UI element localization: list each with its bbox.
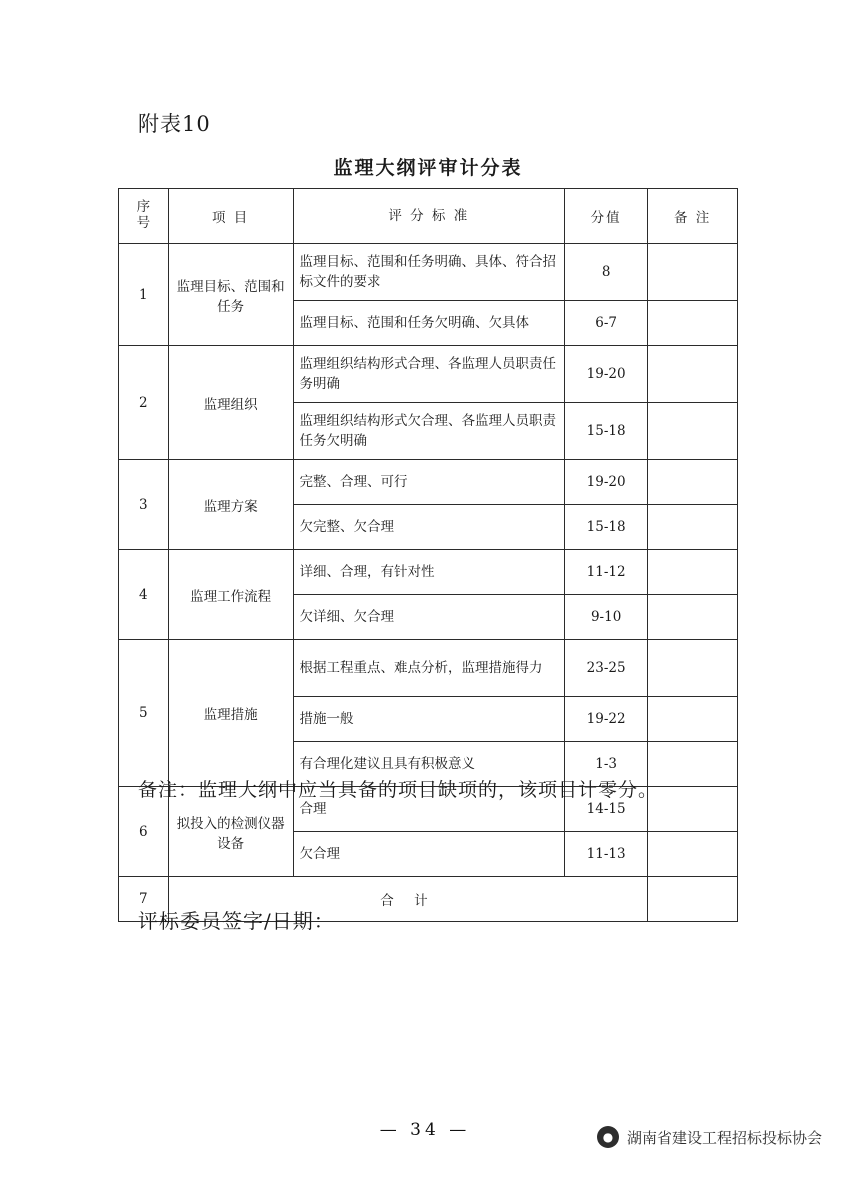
row-item: 监理组织 xyxy=(168,346,293,460)
row-serial: 1 xyxy=(119,244,169,346)
signature-line: 评标委员签字/日期： xyxy=(138,909,335,933)
header-item: 项 目 xyxy=(168,189,293,244)
row-standard: 监理组织结构形式合理、各监理人员职责任务明确 xyxy=(293,346,564,403)
row-note xyxy=(648,640,738,697)
row-serial: 2 xyxy=(119,346,169,460)
attachment-label: 附表10 xyxy=(138,112,211,136)
header-score: 分值 xyxy=(565,189,648,244)
row-standard: 监理组织结构形式欠合理、各监理人员职责任务欠明确 xyxy=(293,403,564,460)
row-item: 监理措施 xyxy=(168,640,293,787)
page-title: 监理大纲评审计分表 xyxy=(333,157,523,179)
row-item: 监理方案 xyxy=(168,460,293,550)
total-label: 合 计 xyxy=(168,877,648,922)
row-note xyxy=(648,403,738,460)
row-score: 19-20 xyxy=(565,346,648,403)
row-note xyxy=(648,742,738,787)
row-standard: 监理目标、范围和任务欠明确、欠具体 xyxy=(293,301,564,346)
row-standard: 监理目标、范围和任务明确、具体、符合招标文件的要求 xyxy=(293,244,564,301)
table-row xyxy=(119,460,738,505)
row-item: 拟投入的检测仪器设备 xyxy=(168,787,293,877)
row-standard: 完整、合理、可行 xyxy=(293,460,564,505)
row-serial: 4 xyxy=(119,550,169,640)
row-standard: 合理 xyxy=(293,787,564,832)
table-header xyxy=(119,189,738,244)
wechat-logo-icon: ● xyxy=(597,1126,619,1148)
row-score: 11-12 xyxy=(565,550,648,595)
score-table xyxy=(118,188,738,922)
row-note xyxy=(648,346,738,403)
row-score: 19-22 xyxy=(565,697,648,742)
row-standard: 欠合理 xyxy=(293,832,564,877)
row-standard: 欠完整、欠合理 xyxy=(293,505,564,550)
row-score: 15-18 xyxy=(565,403,648,460)
row-score: 11-13 xyxy=(565,832,648,877)
table-row xyxy=(119,640,738,697)
row-score: 1-3 xyxy=(565,742,648,787)
table-body xyxy=(119,244,738,922)
remark-text: 备注：监理大纲中应当具备的项目缺项的，该项目计零分。 xyxy=(138,779,659,801)
row-standard: 欠详细、欠合理 xyxy=(293,595,564,640)
header-serial-no xyxy=(119,189,169,244)
header-note: 备 注 xyxy=(648,189,738,244)
row-item: 监理目标、范围和任务 xyxy=(168,244,293,346)
header-standard: 评 分 标 准 xyxy=(293,189,564,244)
header-serial-line1: 序 xyxy=(136,199,151,216)
row-serial: 6 xyxy=(119,787,169,877)
row-note xyxy=(648,697,738,742)
row-serial: 3 xyxy=(119,460,169,550)
row-score: 9-10 xyxy=(565,595,648,640)
row-item: 监理工作流程 xyxy=(168,550,293,640)
row-note xyxy=(648,787,738,832)
row-standard: 根据工程重点、难点分析，监理措施得力 xyxy=(293,640,564,697)
row-score: 14-15 xyxy=(565,787,648,832)
footer-brand-text: 湖南省建设工程招标投标协会 xyxy=(626,1128,822,1147)
table-row xyxy=(119,346,738,403)
row-score: 23-25 xyxy=(565,640,648,697)
page-number: — 34 — xyxy=(379,1120,471,1140)
footer-brand xyxy=(597,1126,822,1148)
table-row xyxy=(119,244,738,301)
total-note xyxy=(648,877,738,922)
row-serial: 5 xyxy=(119,640,169,787)
row-note xyxy=(648,550,738,595)
row-note xyxy=(648,595,738,640)
row-note xyxy=(648,301,738,346)
row-standard: 措施一般 xyxy=(293,697,564,742)
row-standard: 详细、合理，有针对性 xyxy=(293,550,564,595)
table-header-row xyxy=(119,189,738,244)
header-serial-line2: 号 xyxy=(136,215,151,231)
row-score: 15-18 xyxy=(565,505,648,550)
row-score: 8 xyxy=(565,244,648,301)
row-standard: 有合理化建议且具有积极意义 xyxy=(293,742,564,787)
row-score: 19-20 xyxy=(565,460,648,505)
table-row xyxy=(119,550,738,595)
row-note xyxy=(648,244,738,301)
total-serial: 7 xyxy=(119,877,169,922)
row-note xyxy=(648,832,738,877)
row-note xyxy=(648,460,738,505)
row-note xyxy=(648,505,738,550)
row-score: 6-7 xyxy=(565,301,648,346)
